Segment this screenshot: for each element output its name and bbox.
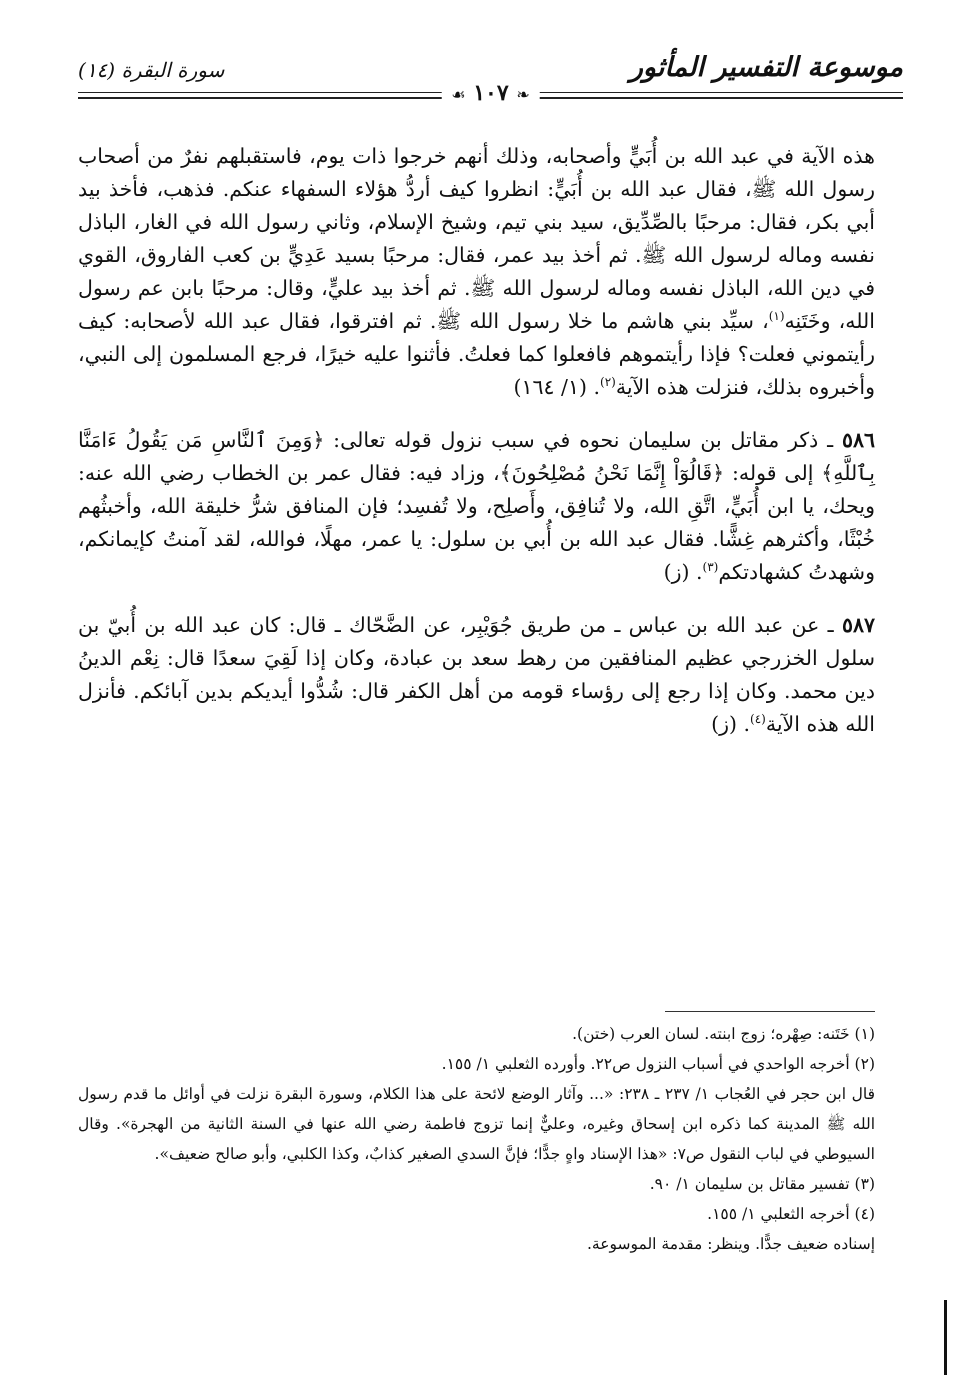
footnote-1: (١) خَتَنه: صِهْره؛ زوج ابنته. لسان العرب (ختن).: [572, 1025, 875, 1043]
footnotes: [78, 1019, 875, 1259]
footnote-2-comment: قال ابن حجر في العُجاب ١/ ٢٣٧ ـ ٢٣٨: «... وآثار الوضع لائحة على هذا الكلام، وسورة البقرة نزلت في أوائل ما قدم رسول الله ﷺ المدينة كما ذكره ابن إسحاق وغيره، وعليٌّ إنما تزوج فاطمة رضي الله عنها في السنة الثانية من الهجرة». وقال السيوطي في لباب النقول ص٧: «هذا الإسناد واهٍ جدًّا؛ فإنَّ السدي الصغير كذابٌ، وكذا الكلبي، وأبو صالح ضعيف».: [78, 1085, 875, 1163]
paragraph-text: ـ ذكر مقاتل بن سليمان نحوه في سبب نزول قوله تعالى: ﴿وَمِنَ ٱلنَّاسِ مَن يَقُولُ ءَامَنَّا بِٱللَّهِ﴾ إلى قوله: ﴿قَالُوٓاْ إِنَّمَا نَحْنُ مُصْلِحُونَ﴾، وزاد فيه: فقال عمر بن الخطاب رضي الله عنه: ويحك، يا ابن أُبَيٍّ، اتَّقِ الله، ولا تُنافِق، وأَصلِح، ولا تُفسِد؛ فإن المنافق شرُّ خليقة الله، وأخبثُهم خُبْثًا، وأكثرهم غِشًّا. فقال عبد الله بن أُبي بن سلول: يا عمر، مهلًا، فوالله، لقد آمنتُ كإيمانكم، وشهدتُ كشهادتكم: [78, 428, 875, 584]
footnote-marker: (٣): [702, 560, 719, 575]
ornament-icon: ☙: [451, 85, 466, 104]
footnote-divider: [665, 1011, 875, 1012]
paragraph-587: [78, 609, 875, 741]
paragraph-text: ، سيِّد بني هاشم ما خلا رسول الله ﷺ. ثم افترقوا، فقال عبد الله لأصحابه: كيف رأيتموني فعلت؟ فإذا رأيتموهم فافعلوا كما فعلتُ. فأثنوا عليه خيرًا، فرجع المسلمون إلى النبي، وأخبروه بذلك، فنزلت هذه الآية: [78, 309, 875, 399]
main-text: [78, 140, 875, 741]
page-number-box: [441, 80, 540, 106]
athar-number: ٥٨٧: [841, 613, 875, 637]
source-reference: . (ز): [663, 560, 703, 584]
page-number: ١٠٧: [473, 80, 509, 106]
paragraph-1: [78, 140, 875, 404]
ornament-icon: ❧: [516, 85, 530, 104]
footnote-marker: (١): [768, 309, 785, 324]
footnote-marker: (٢): [600, 375, 616, 390]
paragraph-text: هذه الآية في عبد الله بن أُبَيٍّ وأصحابه، وذلك أنهم خرجوا ذات يوم، فاستقبلهم نفرٌ من أصحاب رسول الله ﷺ، فقال عبد الله بن أُبَيٍّ: انظروا كيف أردُّ هؤلاء السفهاء عنكم. فذهب، فأخذ بيد أبي بكر، فقال: مرحبًا بالصِّدِّيق، سيد بني تيم، وشيخ الإسلام، وثاني رسول الله في الغار، الباذل نفسه وماله لرسول الله ﷺ. ثم أخذ بيد عمر، فقال: مرحبًا بسيد عَدِيٍّ بن كعب الفاروق، القوي في دين الله، الباذل نفسه وماله لرسول الله ﷺ. ثم أخذ بيد عليٍّ، وقال: مرحبًا بابن عم رسول الله، وخَتَنِه: [78, 144, 875, 333]
footnote-2: (٢) أخرجه الواحدي في أسباب النزول ص٢٢. وأورده الثعلبي ١/ ١٥٥.: [441, 1055, 875, 1073]
footnote-4: (٤) أخرجه الثعلبي ١/ ١٥٥.: [707, 1205, 875, 1223]
page-header: [78, 52, 903, 112]
paragraph-text: ـ عن عبد الله بن عباس ـ من طريق جُوَيْبِر، عن الضَّحّاك ـ قال: كان عبد الله بن أُبيّ بن سلول الخزرجي عظيم المنافقين من رهط سعد بن عبادة، وكان إذا لَقِيَ سعدًا قال: نِعْم الدينُ دين محمد. وكان إذا رجع إلى رؤساء قومه من أهل الكفر قال: شُدُّوا أيديكم بدين آبائكم. فأنزل الله هذه الآية: [78, 613, 875, 736]
footnote-marker: (٤): [750, 712, 766, 727]
paragraph-gap: [78, 589, 875, 609]
surah-label: سورة البقرة (١٤): [78, 58, 225, 82]
footnote-4-comment: إسناده ضعيف جدًّا. وينظر: مقدمة الموسوعة.: [587, 1235, 875, 1253]
footnote-3: (٣) تفسير مقاتل بن سليمان ١/ ٩٠.: [649, 1175, 875, 1193]
book-title: موسوعة التفسير المأثور: [629, 52, 903, 83]
athar-number: ٥٨٦: [841, 428, 875, 452]
paragraph-gap: [78, 404, 875, 424]
source-reference: . (ز): [711, 712, 751, 736]
scan-edge-mark: [944, 1300, 947, 1375]
paragraph-586: [78, 424, 875, 589]
volume-reference: . (١/ ١٦٤): [513, 375, 601, 399]
